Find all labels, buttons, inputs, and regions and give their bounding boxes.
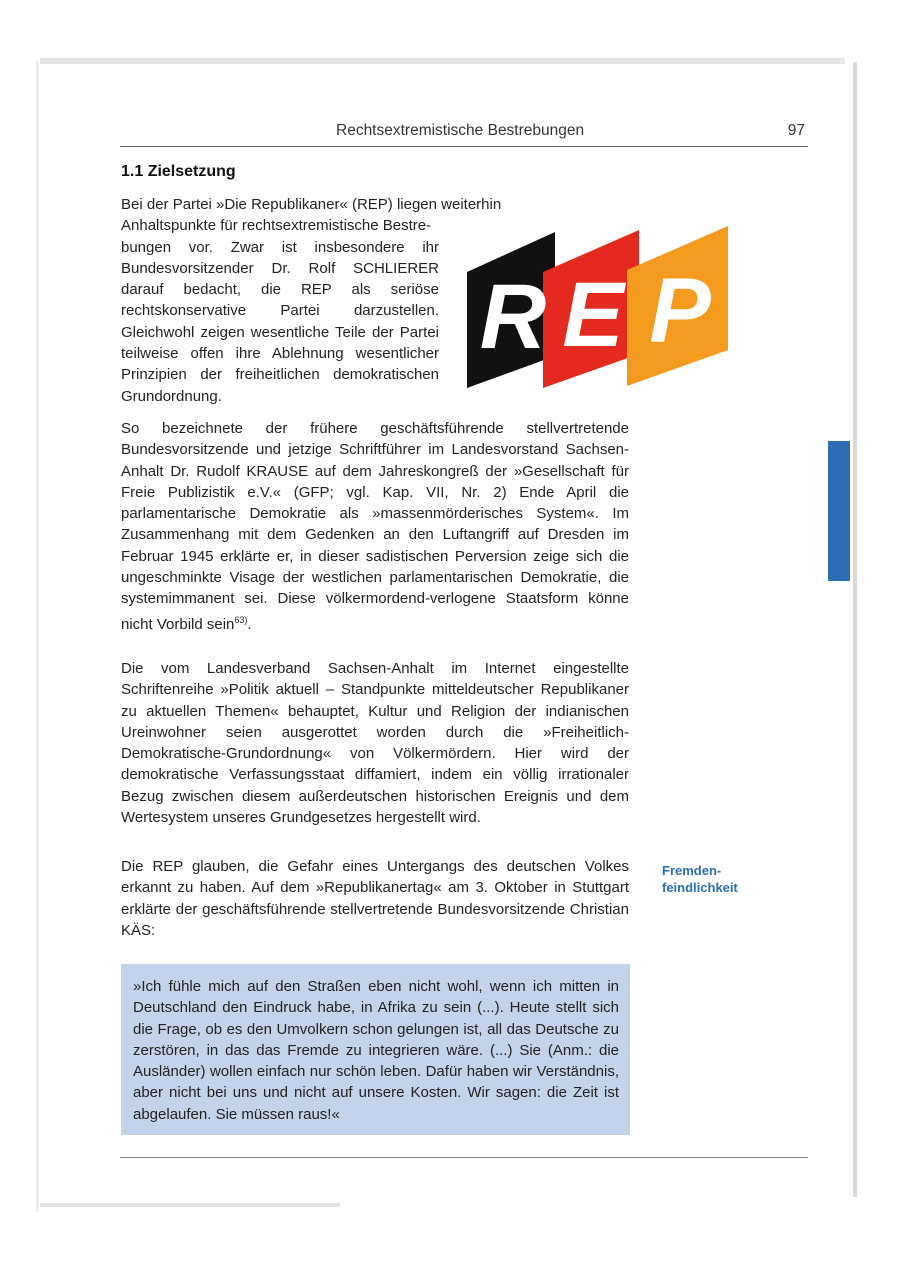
chapter-marker-bar [828, 441, 850, 581]
logo-letter-p: P [649, 260, 711, 362]
paragraph-krause-text: So bezeichnete der frühere geschäftsführende stellvertretende Bundesvorsitzende und jetzige Schriftführer im Landesvorstand Sachsen-Anhalt Dr. Rudolf KRAUSE auf dem Jahreskongreß der »Gesellschaft für Freie Publizistik e.V.« (GFP; vgl. Kap. VII, Nr. 2) Ende April die parlamentarische Demokratie als »massenmörderisches System«. Im Zusammenhang mit dem Gedenken an den Luftangriff auf Dresden im Februar 1945 erklärte er, in dieser sadistischen Perversion zeige sich die ungeschminkte Visage der westlichen parlamentarischen Demokratie, die systemimmanent sei. Diese völkermordend-verlogene Staatsform könne nicht Vorbild sein [121, 420, 629, 633]
logo-letter-e: E [562, 264, 624, 366]
running-header [120, 122, 808, 147]
scan-edge-bottom [40, 1203, 340, 1207]
logo-letter-r: R [479, 266, 547, 368]
margin-note-line-2: feindlichkeit [662, 880, 738, 895]
intro-line-2: Anhaltspunkte für rechtsextremistische Bestre- [121, 217, 432, 235]
intro-wrapped-text: bungen vor. Zwar ist insbesondere ihr Bundesvorsitzender Dr. Rolf SCHLIERER darauf bedacht, die REP als seriöse rechtskonservative Partei darzustellen. Gleichwohl zeigen wesentliche Teile der Partei teilweise offen ihre Ablehnung wesentlicher Prinzipien der freiheitlichen demokratischen Grundordnung. [121, 238, 439, 405]
paragraph-internet-series: Die vom Landesverband Sachsen-Anhalt im Internet eingestellte Schriftenreihe »Politik aktuell – Standpunkte mitteldeutscher Republikaner zu aktuellen Themen« behauptet, Kultur und Religion der indianischen Ureinwohner seien ausgerottet worden durch die »Freiheitlich-Demokratische-Grundordnung« von Völkermördern. Hier wird der demokratische Verfassungsstaat diffamiert, indem ein völlig irrationaler Bezug zwischen diesem außerdeutschen historischen Ereignis und dem Wertesystem unseres Grundgesetzes hergestellt wird. [121, 660, 629, 827]
scan-edge-top [40, 58, 845, 64]
intro-line-1: Bei der Partei »Die Republikaner« (REP) liegen weiterhin [121, 196, 502, 213]
paragraph-krause [121, 418, 629, 635]
page-number: 97 [787, 122, 805, 139]
margin-note-line-1: Fremden- [662, 863, 722, 878]
scan-edge-right [853, 62, 857, 1197]
section-heading: 1.1 Zielsetzung [121, 163, 236, 180]
footnote-marker: 63) [234, 614, 248, 625]
quote-box [121, 964, 630, 1135]
footer-rule [120, 1157, 808, 1158]
rep-party-logo [455, 220, 730, 390]
margin-note-fremdenfeindlichkeit [662, 862, 772, 896]
scan-edge-left [36, 62, 39, 1212]
quote-text: »Ich fühle mich auf den Straßen eben nicht wohl, wenn ich mitten in Deutschland den Eindruck habe, in Afrika zu sein (...). Heute stellt sich die Frage, ob es den Umvolkern schon gelungen ist, all das Deutsche zu zerstören, in das das Fremde zu integrieren wäre. (...) Sie (Anm.: die Ausländer) wollen einfach nur schön leben. Dafür haben wir Verständnis, aber nicht bei uns und nicht auf unsere Kosten. Wir sagen: die Zeit ist abgelaufen. Sie müssen raus!« [133, 978, 619, 1123]
running-title: Rechtsextremistische Bestrebungen [336, 122, 585, 139]
paragraph-republikanertag: Die REP glauben, die Gefahr eines Untergangs des deutschen Volkes erkannt zu haben. Auf dem »Republikanertag« am 3. Oktober in Stuttgart erklärte der geschäftsführende stellvertretende Bundesvorsitzende Christian KÄS: [121, 858, 629, 939]
paragraph-krause-end: . [247, 615, 252, 633]
